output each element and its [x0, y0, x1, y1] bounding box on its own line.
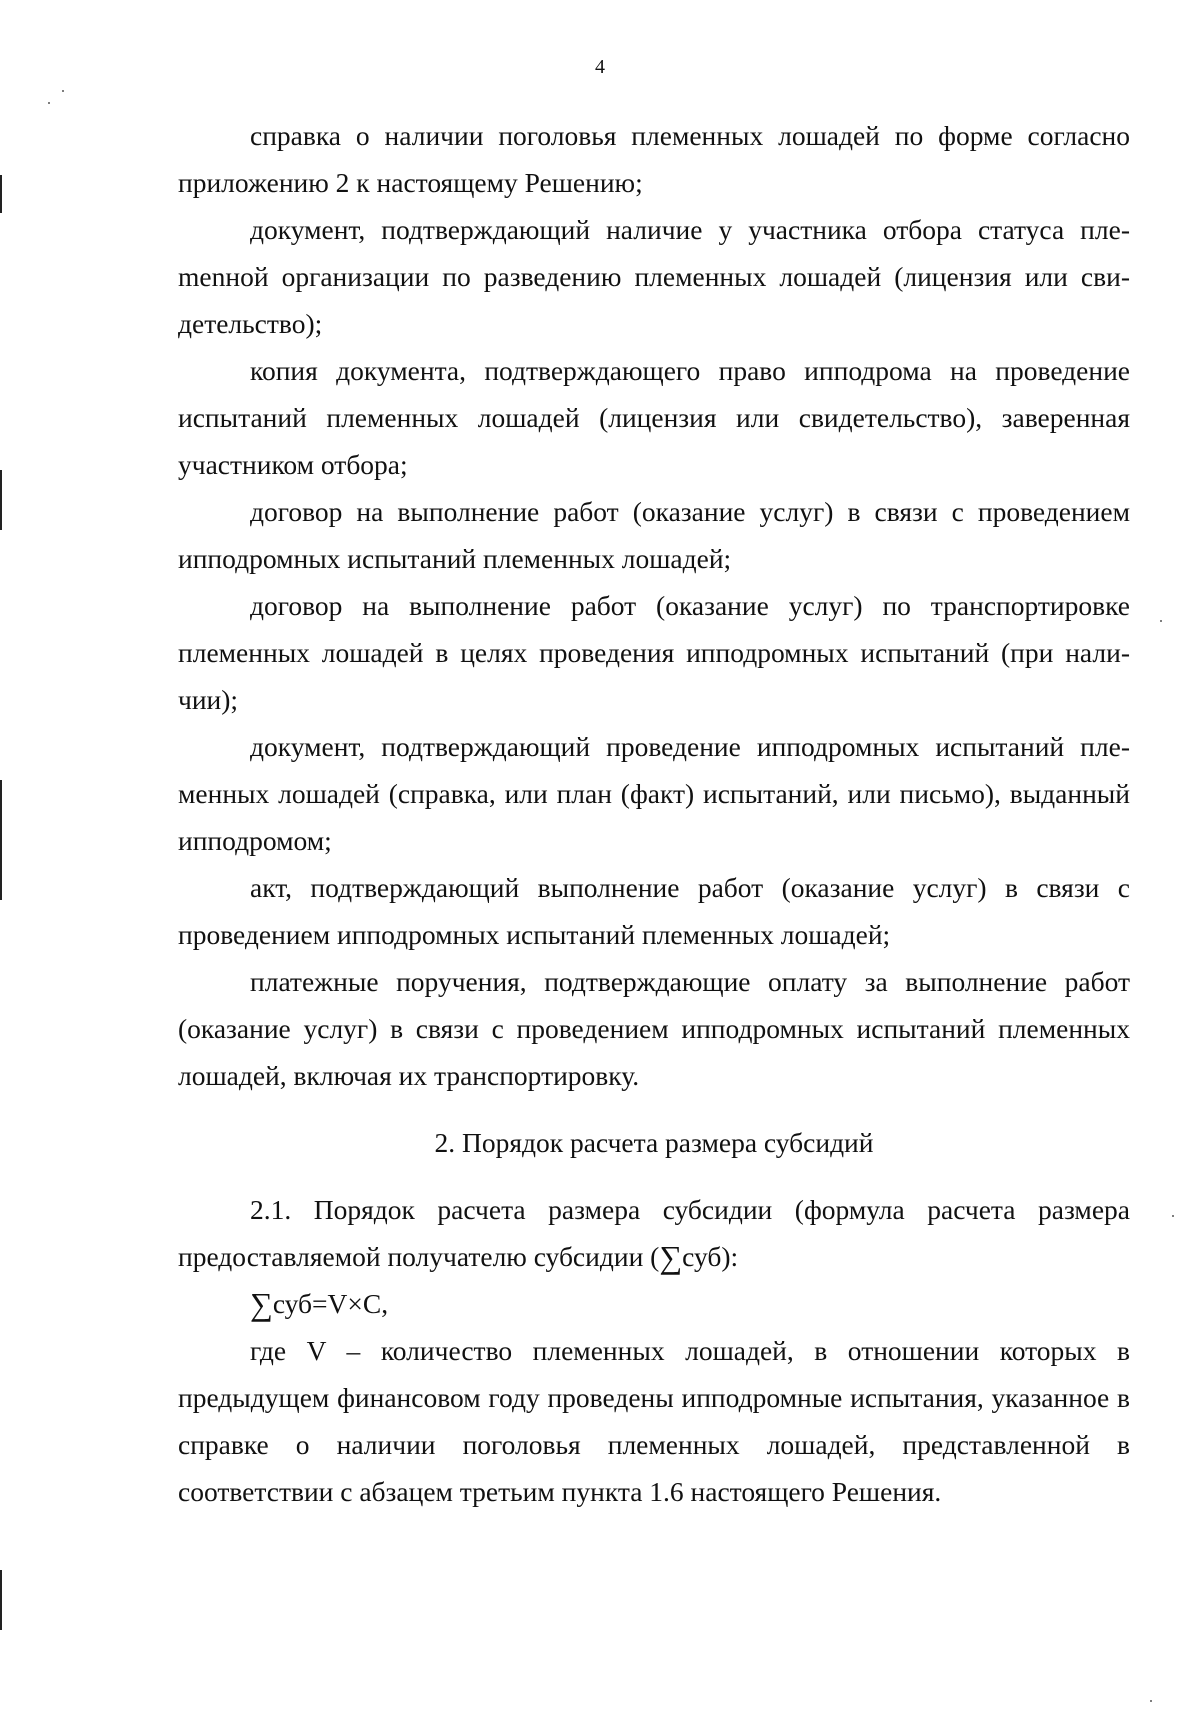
- scan-speck: [48, 102, 50, 104]
- page-number: 4: [595, 56, 605, 78]
- list-item: договор на выполнение работ (оказание услуг) в связи с проведением ипподромных испытаний племенных лошадей;: [178, 496, 1130, 574]
- scan-speck: [1150, 1700, 1152, 1702]
- scan-edge-mark: [0, 175, 2, 213]
- sum-symbol: ∑: [659, 1239, 683, 1275]
- scan-speck: [62, 90, 64, 92]
- document-body: [178, 112, 1130, 1515]
- formula-rhs: суб=V×C,: [272, 1288, 389, 1319]
- sum-label: суб: [682, 1241, 722, 1272]
- scan-speck: [1160, 620, 1162, 622]
- clause-intro-text: 2.1. Порядок расчета размера субсидии (формула расчета размера предоставляемой получателю субсидии (: [178, 1194, 1130, 1272]
- list-item: документ, подтверждающий проведение ипподромных испытаний племенных лошадей (справка, или план (факт) испытаний, или письмо), выданный ипподромом;: [178, 731, 1130, 856]
- list-item: платежные поручения, подтверждающие оплату за выполнение работ (оказание услуг) в связи с проведением ипподромных испытаний племенных лошадей, включая их транспортировку.: [178, 966, 1130, 1091]
- scan-edge-mark: [0, 470, 2, 530]
- formula: [178, 1280, 1130, 1327]
- formula-explanation: где V – количество племенных лошадей, в отношении которых в предыдущем финансовом году проведены ипподромные испытания, указанное в справке о наличии поголовья племенных лошадей, представленной в соответствии с абзацем третьим пункта 1.6 настоящего Решения.: [178, 1335, 1130, 1507]
- scan-edge-mark: [0, 780, 2, 900]
- clause-paragraph: [178, 1186, 1130, 1280]
- scan-speck: [1172, 1215, 1174, 1217]
- sum-symbol: ∑: [250, 1286, 273, 1322]
- list-item: акт, подтверждающий выполнение работ (оказание услуг) в связи с проведением ипподромных испытаний племенных лошадей;: [178, 872, 1130, 950]
- list-item: договор на выполнение работ (оказание услуг) по транспортировке племенных лошадей в целях проведения ипподромных испытаний (при наличии);: [178, 590, 1130, 715]
- list-item: справка о наличии поголовья племенных лошадей по форме согласно приложению 2 к настоящему Решению;: [178, 120, 1130, 198]
- clause-intro-end: ):: [721, 1241, 739, 1272]
- scan-edge-mark: [0, 1570, 2, 1630]
- list-item: документ, подтверждающий наличие у участника отбора статуса плеmenной организации по разведению племенных лошадей (лицензия или свидетельство);: [178, 214, 1130, 339]
- list-item: копия документа, подтверждающего право ипподрома на проведение испытаний племенных лошадей (лицензия или свидетельство), заверенная участником отбора;: [178, 355, 1130, 480]
- section-heading: 2. Порядок расчета размера субсидий: [434, 1127, 874, 1158]
